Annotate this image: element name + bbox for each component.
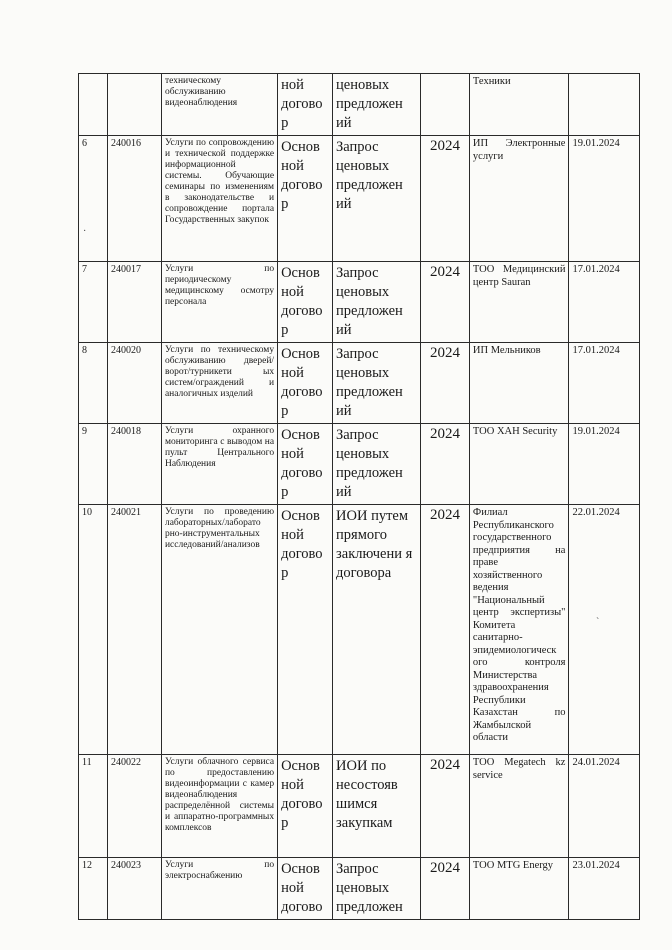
row-number xyxy=(79,74,108,136)
table-row xyxy=(79,262,640,343)
row-code: 240017 xyxy=(108,262,162,343)
row-number: 11 xyxy=(79,755,108,858)
contract-type: Основ ной догово р xyxy=(278,136,333,262)
service-name: Услуги по сопровождению и технической поддержке информационной системы. Обучающие семинары по изменениям в законодательстве и сопровождение портала Государственных закупок xyxy=(161,136,277,262)
supplier: ТОО ХАН Security xyxy=(469,424,569,505)
procurement-method: Запрос ценовых предложен xyxy=(333,858,421,920)
row-number: 7 xyxy=(79,262,108,343)
table-row xyxy=(79,505,640,755)
scan-speck: ` xyxy=(596,617,600,628)
year: 2024 xyxy=(421,262,470,343)
contract-type: Основ ной догово р xyxy=(278,424,333,505)
row-code: 240022 xyxy=(108,755,162,858)
procurement-table xyxy=(78,73,640,920)
year: 2024 xyxy=(421,755,470,858)
row-number: 12 xyxy=(79,858,108,920)
procurement-method: Запрос ценовых предложен ий xyxy=(333,136,421,262)
contract-date: 17.01.2024 xyxy=(569,343,640,424)
contract-date: 23.01.2024 xyxy=(569,858,640,920)
row-code: 240020 xyxy=(108,343,162,424)
supplier: Техники xyxy=(469,74,569,136)
contract-date: 24.01.2024 xyxy=(569,755,640,858)
year: 2024 xyxy=(421,136,470,262)
contract-date: 17.01.2024 xyxy=(569,262,640,343)
supplier: Филиал Республиканского государственного предприятия на праве хозяйственного ведения "Национальный центр экспертизы" Комитета санитарно-эпидемиологическ ого контроля Министерства здравоохранения Республики Казахстан по Жамбылской области xyxy=(469,505,569,755)
table-row xyxy=(79,858,640,920)
year: 2024 xyxy=(421,343,470,424)
row-number: 10 xyxy=(79,505,108,755)
service-name: Услуги по электроснабжению xyxy=(161,858,277,920)
service-name: Услуги охранного мониторинга с выводом на пульт Центрального Наблюдения xyxy=(161,424,277,505)
service-name: Услуги по техническому обслуживанию дверей/ворот/турникети ых систем/ограждений и аналогичных изделий xyxy=(161,343,277,424)
supplier: ТОО Медицинский центр Sauran xyxy=(469,262,569,343)
year xyxy=(421,74,470,136)
table-row xyxy=(79,136,640,262)
row-code: 240018 xyxy=(108,424,162,505)
contract-date xyxy=(569,74,640,136)
procurement-method: Запрос ценовых предложен ий xyxy=(333,343,421,424)
service-name: Услуги по проведению лабораторных/лаборато рно-инструментальных исследований/анализов xyxy=(161,505,277,755)
scan-speck: · xyxy=(83,226,87,237)
supplier: ТОО MTG Energy xyxy=(469,858,569,920)
row-number: 9 xyxy=(79,424,108,505)
row-code: 240023 xyxy=(108,858,162,920)
year: 2024 xyxy=(421,424,470,505)
procurement-method: ценовых предложен ий xyxy=(333,74,421,136)
table-row xyxy=(79,74,640,136)
contract-date: 19.01.2024 xyxy=(569,424,640,505)
row-number: 8 xyxy=(79,343,108,424)
procurement-method: Запрос ценовых предложен ий xyxy=(333,424,421,505)
contract-type: Основ ной догово р xyxy=(278,755,333,858)
service-name: техническому обслуживанию видеонаблюдения xyxy=(161,74,277,136)
procurement-method: ИОИ путем прямого заключени я договора xyxy=(333,505,421,755)
row-number: 6 xyxy=(79,136,108,262)
contract-type: Основ ной догово xyxy=(278,858,333,920)
service-name: Услуги по периодическому медицинскому осмотру персонала xyxy=(161,262,277,343)
procurement-method: Запрос ценовых предложен ий xyxy=(333,262,421,343)
year: 2024 xyxy=(421,858,470,920)
contract-type: Основ ной догово р xyxy=(278,343,333,424)
table-row xyxy=(79,424,640,505)
contract-type: Основ ной догово р xyxy=(278,262,333,343)
row-code: 240021 xyxy=(108,505,162,755)
contract-type: Основ ной догово р xyxy=(278,505,333,755)
row-code: 240016 xyxy=(108,136,162,262)
supplier: ИП Мельников xyxy=(469,343,569,424)
table-row xyxy=(79,755,640,858)
supplier: ТОО Megatech kz service xyxy=(469,755,569,858)
service-name: Услуги облачного сервиса по предоставлению видеоинформации с камер видеонаблюдения распределённой системы и аппаратно-программных комплексов xyxy=(161,755,277,858)
year: 2024 xyxy=(421,505,470,755)
procurement-method: ИОИ по несостояв шимся закупкам xyxy=(333,755,421,858)
contract-type: ной догово р xyxy=(278,74,333,136)
row-code xyxy=(108,74,162,136)
supplier: ИП Электронные услуги xyxy=(469,136,569,262)
contract-date: 22.01.2024 xyxy=(569,505,640,755)
contract-date: 19.01.2024 xyxy=(569,136,640,262)
table-row xyxy=(79,343,640,424)
